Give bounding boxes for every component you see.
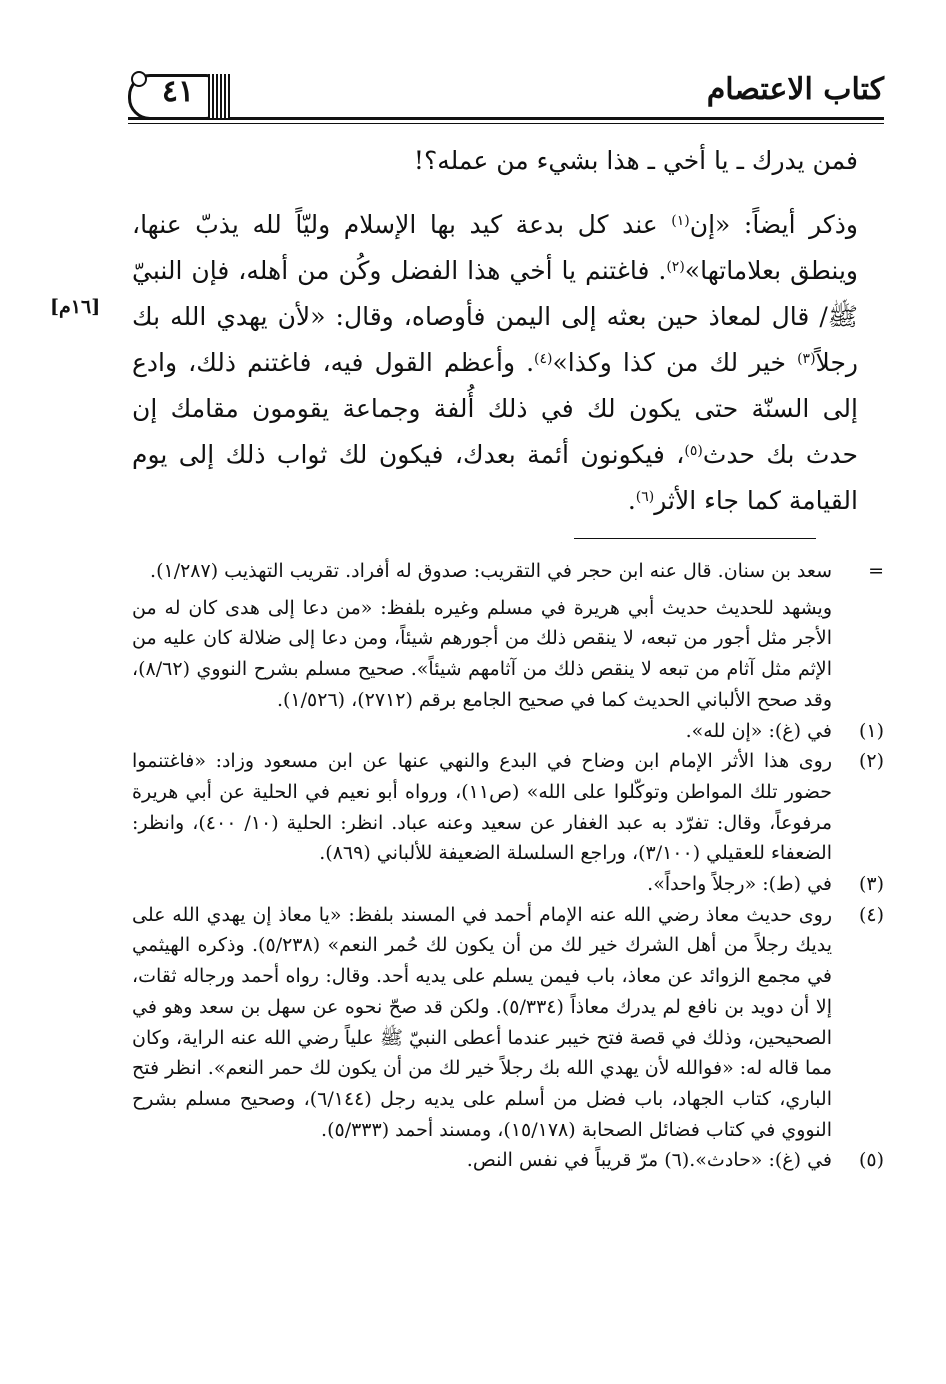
footnote-5-text: في (غ): «حادث». xyxy=(689,1149,832,1172)
header-rule-thin xyxy=(128,123,884,124)
footnote-separator xyxy=(574,538,816,539)
footnote-text: ويشهد للحديث حديث أبي هريرة في مسلم وغيره بلفظ: «من دعا إلى هدى كان له من الأجر مثل أجور من تبعه، لا ينقص ذلك من أجورهم شيئاً، ومن دعا إلى ضلالة كان عليه من الإثم مثل آثام من تبعه لا ينقص ذلك من آثامهم شيئاً». صحيح مسلم بشرح النووي (٨/٦٢)، وقد صحح الألباني الحديث كما في صحيح الجامع برقم (٢٧١٢)، (١/٥٢٦). xyxy=(132,596,832,711)
footnote-text: سعد بن سنان. قال عنه ابن حجر في التقريب: صدوق له أفراد. تقريب التهذيب (١/٢٨٧). xyxy=(150,560,832,582)
text-run: . فاغتنم يا أخي هذا الفضل وكُن من أهله، فإن النبيّ ﷺ/ قال لمعاذ حين بعثه إلى اليمن فأوصاه، وقال: «لأن يهدي الله بك رجلاً xyxy=(132,256,858,377)
main-text xyxy=(132,138,858,524)
header-rule xyxy=(128,117,884,120)
footnote-4 xyxy=(132,900,884,1146)
footnote-marker: (٦) xyxy=(664,1149,690,1172)
footnote-continued xyxy=(132,556,884,587)
footnote-pair xyxy=(132,1145,832,1176)
footnote-3 xyxy=(132,869,884,900)
footnote-ref: (١) xyxy=(671,213,690,229)
continuation-mark: = xyxy=(868,560,884,582)
footnote-ref: (٦) xyxy=(635,489,655,505)
footnote-continued-2 xyxy=(132,593,884,716)
text-run: وذكر أيضاً: «إن xyxy=(689,210,858,239)
text-run: خير لك من كذا وكذا» xyxy=(552,348,798,377)
footnotes xyxy=(132,556,884,1176)
footnote-ref: (٤) xyxy=(534,351,553,367)
footnote-text: روى هذا الأثر الإمام ابن وضاح في البدع والنهي عنها عن ابن مسعود وزاد: «فاغتنموا حضور تلك المواطن وتوكّلوا على الله» (ص١١)، ورواه أبو نعيم في الحلية عن أبي هريرة مرفوعاً، وقال: تفرّد به عبد الغفار عن سعيد وعنه عباد. انظر: الحلية (١٠/ ٤٠٠)، وانظر: الضعفاء للعقيلي (٣/١٠٠)، وراجع السلسلة الضعيفة للألباني (٨٦٩). xyxy=(132,750,832,865)
text-run: . xyxy=(627,486,636,515)
footnote-indent xyxy=(832,593,884,716)
margin-manuscript-note: [١٦م] xyxy=(50,296,101,318)
footnote-marker: (٥) xyxy=(858,1149,884,1172)
footnote-text: في (ط): «رجلاً واحداً». xyxy=(647,873,832,896)
footnote-2 xyxy=(132,746,884,869)
footnote-ref: (٢) xyxy=(666,259,685,275)
footnote-marker: (٣) xyxy=(858,873,884,896)
footnote-5-6 xyxy=(132,1145,884,1176)
text-run: . وأعظم القول فيه، فاغتنم ذلك، وادع إلى السنّة حتى يكون لك في ذلك أُلفة وجماعة يقومون مقامك إن حدث بك حدث xyxy=(132,348,858,469)
footnote-1 xyxy=(132,716,884,747)
page-number: ٤١ xyxy=(161,74,195,109)
footnote-6-text: مرّ قريباً في نفس النص. xyxy=(466,1149,659,1172)
footnote-text: في (غ): «إن لله». xyxy=(685,719,832,742)
main-paragraph-2 xyxy=(132,202,858,524)
footnote-ref: (٣) xyxy=(797,351,816,367)
running-title: كتاب الاعتصام xyxy=(706,72,884,107)
text-run: عند كل بدعة كيد بها الإسلام وليّاً لله يذبّ عنها، وينطق بعلاماتها» xyxy=(132,210,859,285)
text-run: ، فيكونون أئمة بعدك، فيكون لك ثواب ذلك إلى يوم القيامة كما جاء الأثر xyxy=(132,440,858,515)
footnote-marker: (١) xyxy=(858,719,884,742)
footnote-ref: (٥) xyxy=(684,443,703,459)
main-paragraph-1: فمن يدرك ـ يا أخي ـ هذا بشيء من عمله؟! xyxy=(413,146,858,175)
footnote-marker: (٤) xyxy=(858,903,884,926)
footnote-text: روى حديث معاذ رضي الله عنه الإمام أحمد في المسند بلفظ: «يا معاذ إن يهدي الله على يديك رجلاً من أهل الشرك خير لك من أن يكون لك حُمر النعم» (٥/٢٣٨). وذكره الهيثمي في مجمع الزوائد عن معاذ، باب فيمن يسلم على يديه أحد. وقال: رواه أحمد ورجاله ثقات، إلا أن دويد بن نافع لم يدرك معاذاً (٥/٣٣٤). ولكن قد صحّ نحوه عن سهل بن سعد وهو في الصحيحين، وذلك في قصة فتح خيبر عندما أعطى النبيّ ﷺ علياً رضي الله عنه الراية، وكان مما قاله له: «فوالله لأن يهدي الله بك رجلاً خير لك من أن يكون لك حمر النعم». انظر فتح الباري، كتاب الجهاد، باب فضل من أسلم على يديه رجل (٦/١٤٤)، وصحيح مسلم بشرح النووي في كتاب فضائل الصحابة (١٥/١٧٨)، ومسند أحمد (٥/٣٣٣). xyxy=(132,903,832,1141)
footnote-marker: (٢) xyxy=(858,750,884,773)
